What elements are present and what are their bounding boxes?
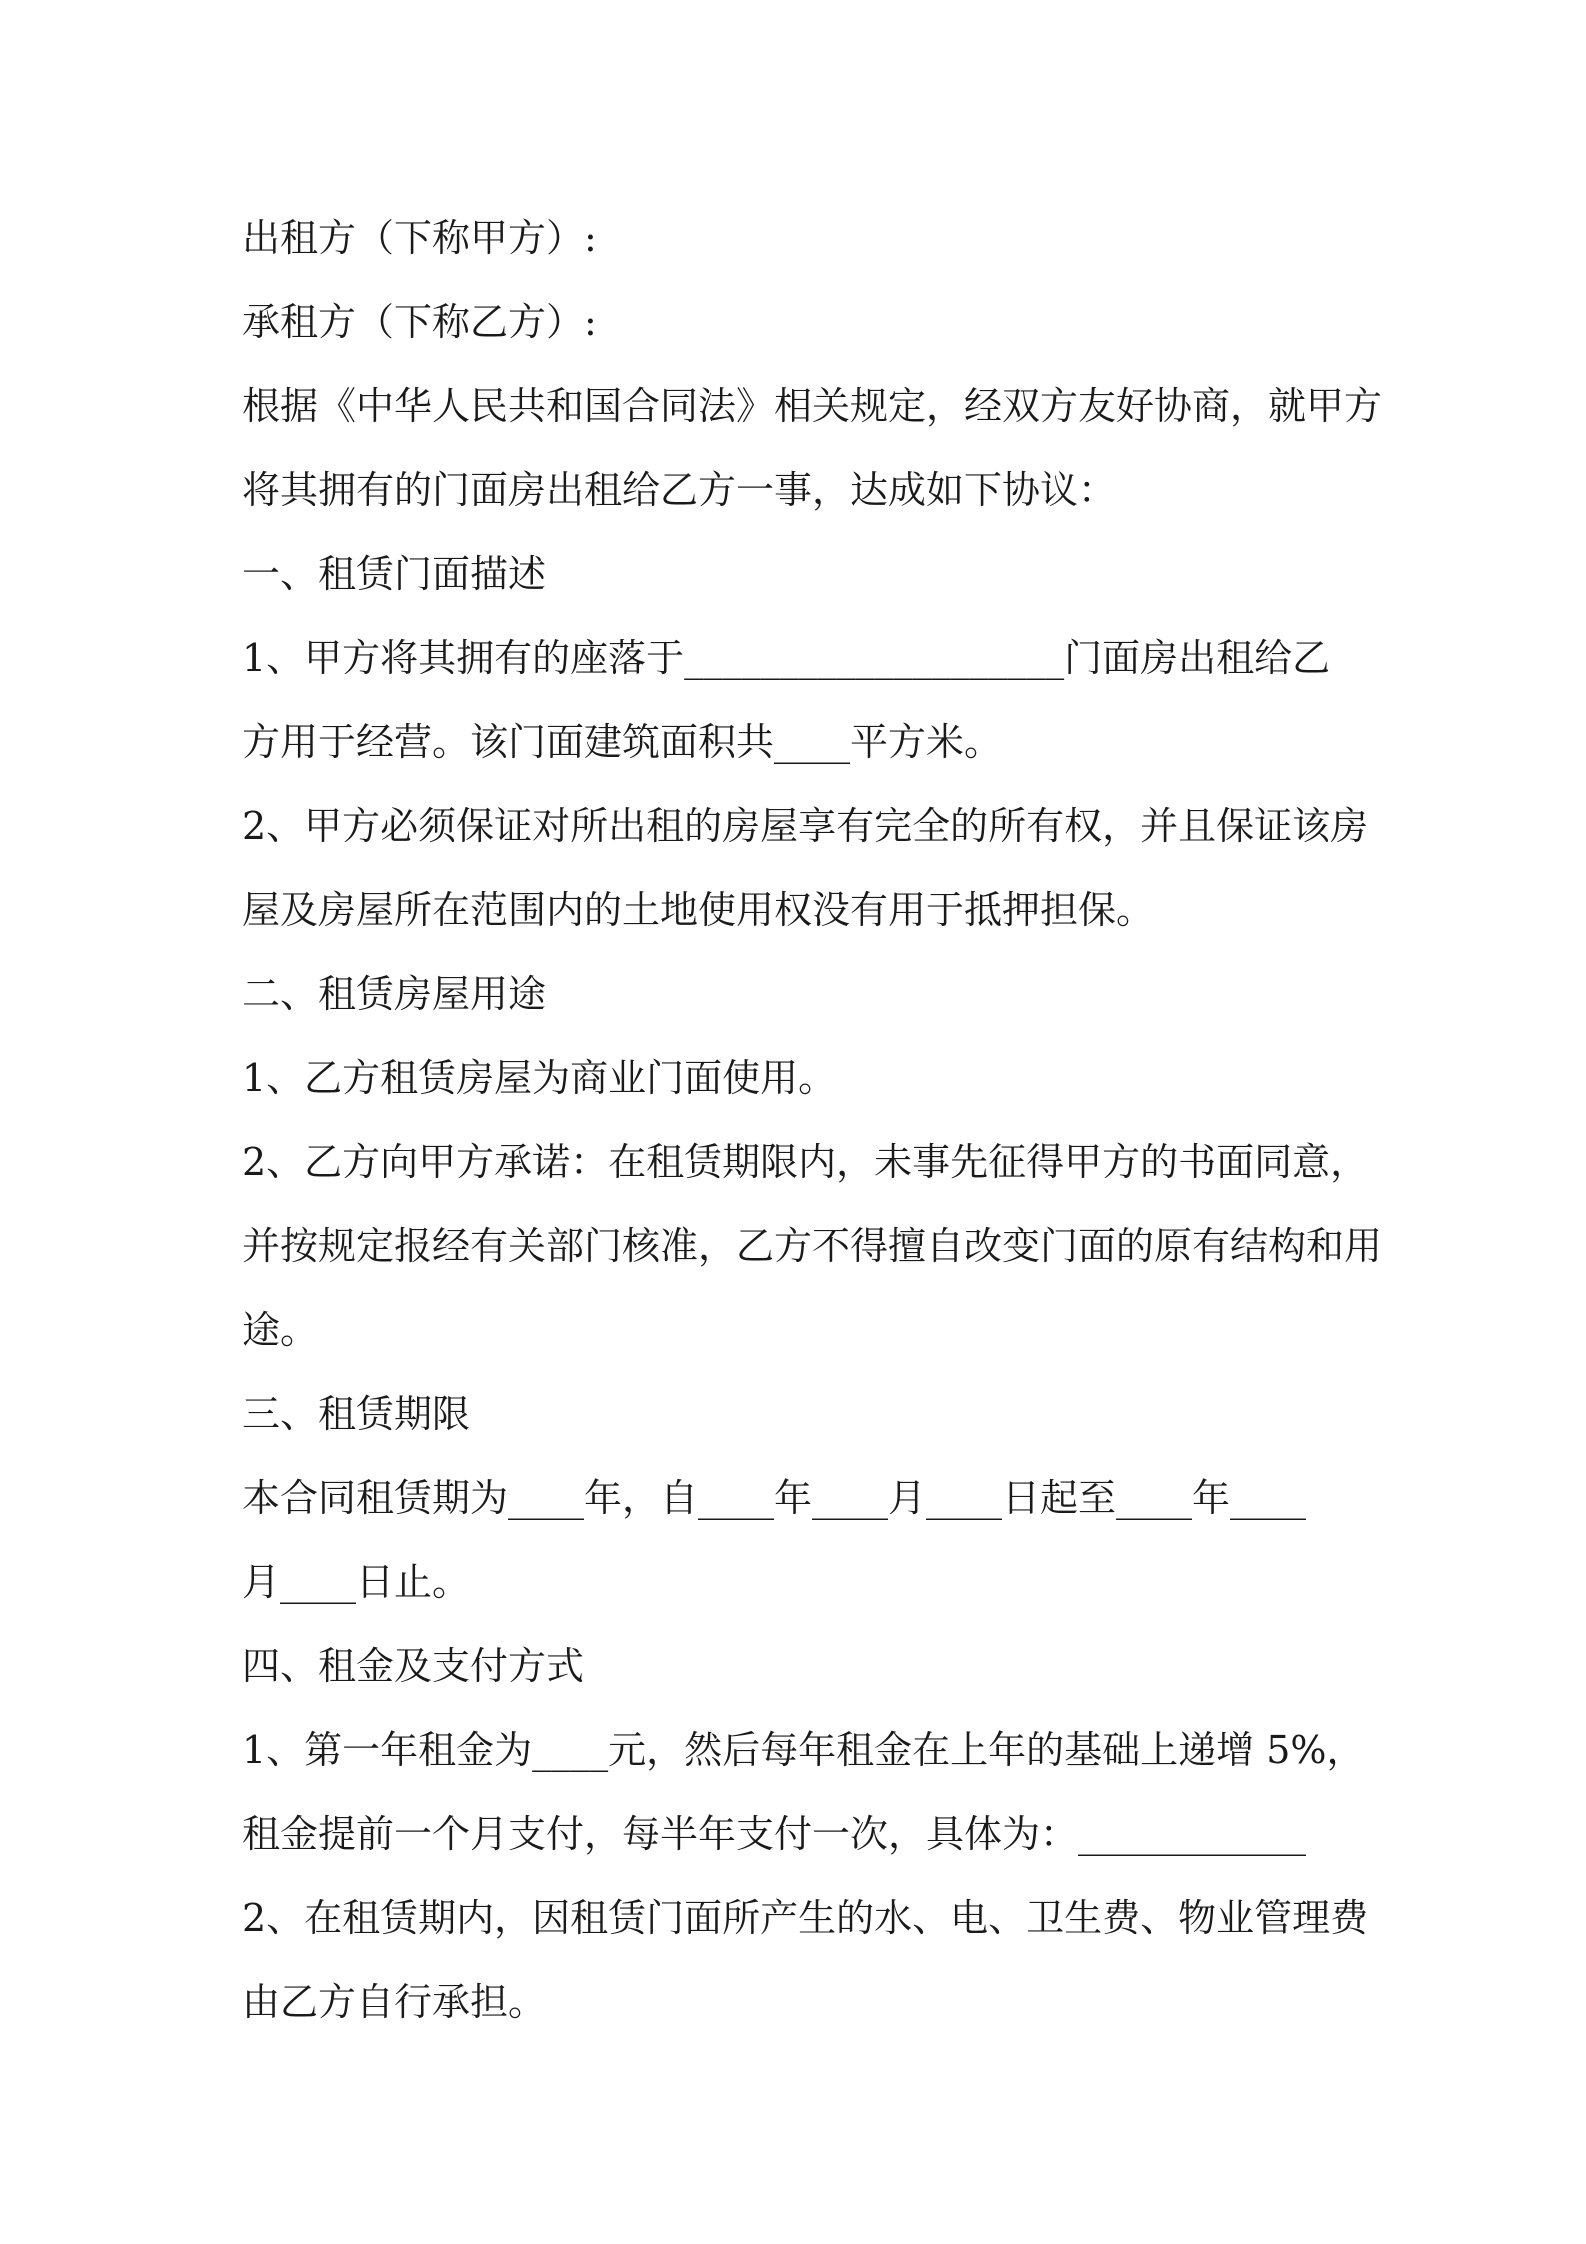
clause-2-2-line-2: 并按规定报经有关部门核准，乙方不得擅自改变门面的原有结构和用 <box>242 1224 1383 1268</box>
clause-1-2-line-1: 2、甲方必须保证对所出租的房屋享有完全的所有权，并且保证该房 <box>242 804 1369 848</box>
clause-1-1-line-1: 1、甲方将其拥有的座落于____________________门面房出租给乙 <box>242 636 1331 680</box>
preamble-line-1: 根据《中华人民共和国合同法》相关规定，经双方友好协商，就甲方 <box>242 384 1383 428</box>
clause-4-1-line-1: 1、第一年租金为____元，然后每年租金在上年的基础上递增 5%， <box>242 1728 1365 1772</box>
preamble-line-2: 将其拥有的门面房出租给乙方一事，达成如下协议： <box>242 468 1117 512</box>
section-heading-3: 三、租赁期限 <box>242 1392 471 1436</box>
section-heading-2: 二、租赁房屋用途 <box>242 972 547 1016</box>
section-heading-1: 一、租赁门面描述 <box>242 552 547 596</box>
clause-4-2-line-2: 由乙方自行承担。 <box>242 1980 547 2024</box>
term-line-1: 本合同租赁期为____年，自____年____月____日起至____年____ <box>242 1476 1307 1520</box>
clause-2-2-line-3: 途。 <box>242 1308 319 1352</box>
clause-1-1-line-2: 方用于经营。该门面建筑面积共____平方米。 <box>242 720 1003 764</box>
lessee-line: 承租方（下称乙方）: <box>242 300 597 344</box>
lessor-line: 出租方（下称甲方）: <box>242 216 597 260</box>
clause-1-2-line-2: 屋及房屋所在范围内的土地使用权没有用于抵押担保。 <box>242 888 1155 932</box>
clause-4-1-line-2: 租金提前一个月支付，每半年支付一次，具体为：____________ <box>242 1812 1307 1856</box>
section-heading-4: 四、租金及支付方式 <box>242 1644 585 1688</box>
clause-2-1: 1、乙方租赁房屋为商业门面使用。 <box>242 1056 837 1100</box>
document-body <box>242 196 1383 2044</box>
clause-4-2-line-1: 2、在租赁期内，因租赁门面所产生的水、电、卫生费、物业管理费 <box>242 1896 1369 1940</box>
clause-2-2-line-1: 2、乙方向甲方承诺：在租赁期限内，未事先征得甲方的书面同意， <box>242 1140 1369 1184</box>
term-line-2: 月____日止。 <box>242 1560 471 1604</box>
